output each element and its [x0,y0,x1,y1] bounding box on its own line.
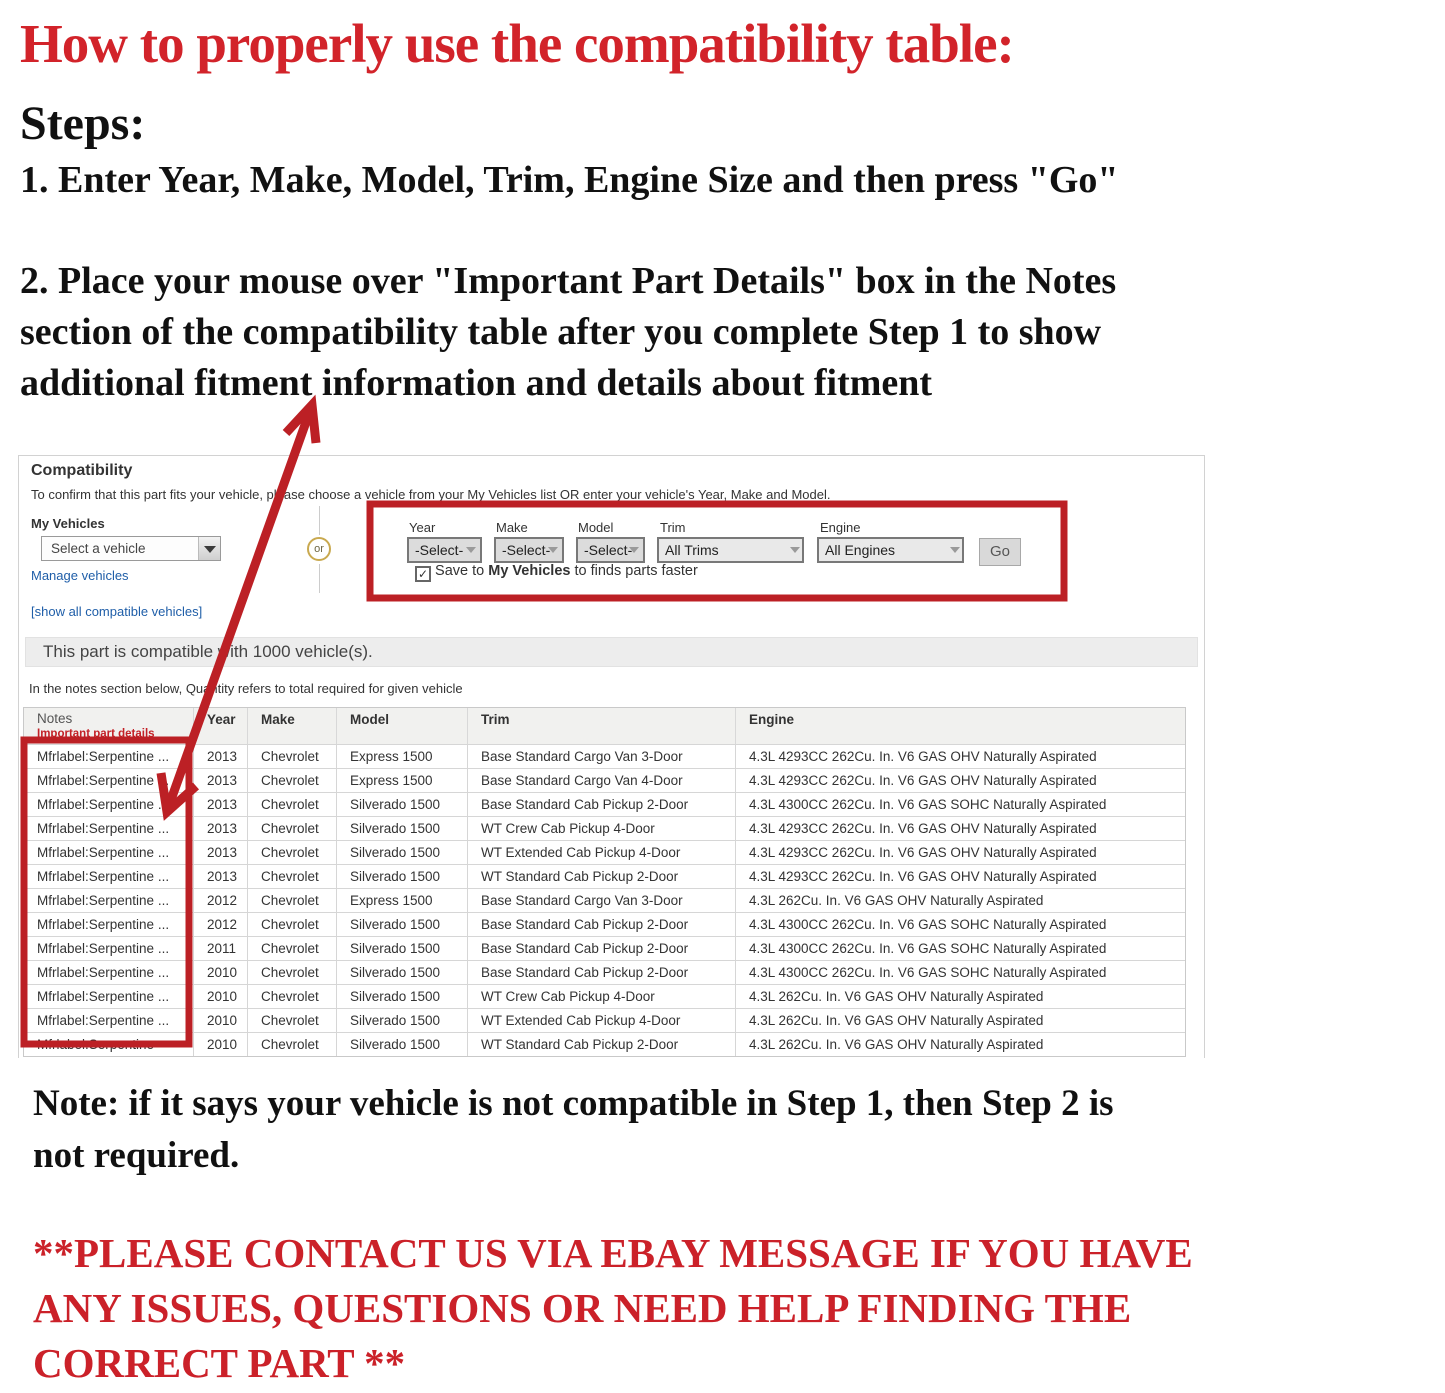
table-row [24,816,1185,840]
note-line1: Note: if it says your vehicle is not compatible in Step 1, then Step 2 is [33,1083,1114,1124]
column-header-year: Year [193,708,247,744]
cell-year: 2013 [193,865,247,888]
year-label: Year [409,520,436,535]
cell-engine: 4.3L 4293CC 262Cu. In. V6 GAS OHV Naturally Aspirated [735,769,1184,792]
make-select-value: -Select- [502,542,551,558]
table-row [24,912,1185,936]
table-row [24,744,1185,768]
cell-year: 2010 [193,1009,247,1032]
cell-make: Chevrolet [247,937,336,960]
cell-engine: 4.3L 4293CC 262Cu. In. V6 GAS OHV Naturally Aspirated [735,745,1184,768]
cell-model: Silverado 1500 [336,937,467,960]
cell-model: Silverado 1500 [336,985,467,1008]
note-text [33,1078,1114,1182]
cell-engine: 4.3L 4300CC 262Cu. In. V6 GAS SOHC Naturally Aspirated [735,793,1184,816]
cell-engine: 4.3L 4293CC 262Cu. In. V6 GAS OHV Naturally Aspirated [735,865,1184,888]
cell-engine: 4.3L 262Cu. In. V6 GAS OHV Naturally Aspirated [735,889,1184,912]
cell-make: Chevrolet [247,961,336,984]
or-badge: or [307,537,331,561]
cell-make: Chevrolet [247,841,336,864]
chevron-down-icon [198,537,220,560]
trim-select[interactable] [657,537,804,563]
cell-trim: WT Standard Cab Pickup 2-Door [467,1033,735,1056]
table-row [24,960,1185,984]
cell-notes[interactable]: Mfrlabel:Serpentine ... [37,917,170,932]
cell-make: Chevrolet [247,817,336,840]
cell-model: Silverado 1500 [336,841,467,864]
or-divider-bottom [319,564,320,593]
trim-select-value: All Trims [665,542,719,558]
cell-year: 2012 [193,889,247,912]
cell-engine: 4.3L 4300CC 262Cu. In. V6 GAS SOHC Naturally Aspirated [735,913,1184,936]
year-select-value: -Select- [415,542,464,558]
table-row [24,840,1185,864]
save-to-my-vehicles-row [415,563,698,581]
save-text-bold: My Vehicles [488,563,571,579]
cell-engine: 4.3L 4300CC 262Cu. In. V6 GAS SOHC Naturally Aspirated [735,937,1184,960]
cell-notes[interactable]: Mfrlabel:Serpentine ... [37,749,170,764]
cell-trim: WT Crew Cab Pickup 4-Door [467,985,735,1008]
manage-vehicles-link[interactable]: Manage vehicles [31,568,129,583]
my-vehicles-select-value: Select a vehicle [51,541,146,556]
cell-make: Chevrolet [247,1009,336,1032]
notes-header-label: Notes [37,711,73,726]
cell-engine: 4.3L 262Cu. In. V6 GAS OHV Naturally Aspirated [735,1033,1184,1056]
contact-line1: **PLEASE CONTACT US VIA EBAY MESSAGE IF YOU HAVE [33,1230,1193,1276]
contact-line3: CORRECT PART ** [33,1340,406,1386]
column-header-notes [24,708,193,744]
cell-notes[interactable]: Mfrlabel:Serpentine ... [37,1013,170,1028]
compatibility-widget [18,455,1205,1058]
go-button[interactable]: Go [979,538,1021,566]
compatibility-table [23,707,1186,1057]
cell-make: Chevrolet [247,1033,336,1056]
table-row [24,864,1185,888]
cell-model: Silverado 1500 [336,1009,467,1032]
cell-model: Silverado 1500 [336,1033,467,1056]
chevron-down-icon [950,547,960,553]
make-label: Make [496,520,528,535]
model-label: Model [578,520,614,535]
cell-trim: WT Crew Cab Pickup 4-Door [467,817,735,840]
cell-make: Chevrolet [247,793,336,816]
year-select[interactable] [407,537,482,563]
column-header-model: Model [336,708,467,744]
cell-trim: Base Standard Cargo Van 4-Door [467,769,735,792]
step2-instruction [20,256,1116,409]
engine-label: Engine [820,520,861,535]
table-row [24,1032,1185,1056]
cell-year: 2013 [193,793,247,816]
cell-year: 2012 [193,913,247,936]
cell-year: 2011 [193,937,247,960]
cell-make: Chevrolet [247,769,336,792]
cell-make: Chevrolet [247,985,336,1008]
important-part-details-label[interactable]: Important part details [37,728,155,740]
cell-make: Chevrolet [247,865,336,888]
my-vehicles-label: My Vehicles [31,516,105,531]
table-body [24,744,1185,1056]
step2-line1: 2. Place your mouse over "Important Part Details" box in the Notes [20,260,1117,302]
cell-notes[interactable]: Mfrlabel:Serpentine [37,1037,155,1052]
cell-notes[interactable]: Mfrlabel:Serpentine ... [37,941,170,956]
engine-select-value: All Engines [825,542,896,558]
engine-select[interactable] [817,537,964,563]
table-row [24,936,1185,960]
cell-notes[interactable]: Mfrlabel:Serpentine ... [37,965,170,980]
or-divider-top [319,506,320,535]
note-line2: not required. [33,1135,240,1176]
contact-line2: ANY ISSUES, QUESTIONS OR NEED HELP FINDING THE [33,1285,1132,1331]
cell-engine: 4.3L 4293CC 262Cu. In. V6 GAS OHV Naturally Aspirated [735,841,1184,864]
compatible-count-banner: This part is compatible with 1000 vehicle(s). [25,637,1198,667]
column-header-trim: Trim [467,708,735,744]
cell-notes[interactable]: Mfrlabel:Serpentine ... [37,869,170,884]
table-row [24,984,1185,1008]
cell-model: Express 1500 [336,745,467,768]
cell-model: Silverado 1500 [336,793,467,816]
cell-model: Silverado 1500 [336,865,467,888]
make-select[interactable] [494,537,564,563]
cell-year: 2010 [193,985,247,1008]
my-vehicles-select[interactable] [41,536,221,561]
step2-line3: additional fitment information and details about fitment [20,362,933,404]
arrow-head-up-icon [286,405,316,443]
table-header-row [24,708,1185,744]
cell-trim: Base Standard Cab Pickup 2-Door [467,961,735,984]
model-select[interactable] [576,537,645,563]
cell-model: Express 1500 [336,889,467,912]
chevron-down-icon [629,547,639,553]
step1-instruction: 1. Enter Year, Make, Model, Trim, Engine Size and then press "Go" [20,159,1119,201]
cell-year: 2013 [193,817,247,840]
cell-make: Chevrolet [247,745,336,768]
cell-make: Chevrolet [247,913,336,936]
cell-year: 2013 [193,841,247,864]
cell-engine: 4.3L 4300CC 262Cu. In. V6 GAS SOHC Naturally Aspirated [735,961,1184,984]
cell-model: Silverado 1500 [336,913,467,936]
step2-line2: section of the compatibility table after you complete Step 1 to show [20,311,1102,353]
cell-engine: 4.3L 262Cu. In. V6 GAS OHV Naturally Aspirated [735,1009,1184,1032]
cell-trim: WT Extended Cab Pickup 4-Door [467,1009,735,1032]
model-select-value: -Select- [584,542,633,558]
cell-model: Silverado 1500 [336,817,467,840]
column-header-engine: Engine [735,708,1184,744]
cell-year: 2010 [193,961,247,984]
cell-year: 2013 [193,769,247,792]
chevron-down-icon [548,547,558,553]
cell-trim: Base Standard Cargo Van 3-Door [467,889,735,912]
page-title: How to properly use the compatibility table: [20,13,1014,74]
compatibility-heading: Compatibility [31,462,133,479]
cell-model: Express 1500 [336,769,467,792]
cell-trim: WT Standard Cab Pickup 2-Door [467,865,735,888]
cell-notes[interactable]: Mfrlabel:Serpentine ... [37,773,170,788]
cell-trim: Base Standard Cab Pickup 2-Door [467,793,735,816]
cell-year: 2010 [193,1033,247,1056]
show-all-compatible-vehicles-link[interactable]: [show all compatible vehicles] [31,604,203,619]
cell-engine: 4.3L 262Cu. In. V6 GAS OHV Naturally Aspirated [735,985,1184,1008]
cell-trim: Base Standard Cab Pickup 2-Door [467,937,735,960]
compatibility-description: To confirm that this part fits your vehicle, please choose a vehicle from your My Vehicles list OR enter your vehicle's Year, Make and Model. [31,487,831,502]
trim-label: Trim [660,520,686,535]
contact-text [33,1226,1193,1391]
cell-notes[interactable]: Mfrlabel:Serpentine ... [37,821,170,836]
table-row [24,888,1185,912]
table-row [24,1008,1185,1032]
cell-trim: Base Standard Cargo Van 3-Door [467,745,735,768]
cell-notes[interactable]: Mfrlabel:Serpentine ... [37,893,170,908]
cell-make: Chevrolet [247,889,336,912]
save-text-prefix: Save to [435,563,489,579]
save-text-suffix: to finds parts faster [570,563,698,579]
column-header-make: Make [247,708,336,744]
chevron-down-icon [466,547,476,553]
steps-heading: Steps: [20,97,146,150]
save-checkbox[interactable]: ✓ [415,566,431,582]
table-row [24,792,1185,816]
cell-trim: Base Standard Cab Pickup 2-Door [467,913,735,936]
cell-model: Silverado 1500 [336,961,467,984]
cell-year: 2013 [193,745,247,768]
cell-notes[interactable]: Mfrlabel:Serpentine ... [37,797,170,812]
table-row [24,768,1185,792]
notes-quantity-hint: In the notes section below, Quantity refers to total required for given vehicle [29,681,463,696]
cell-notes[interactable]: Mfrlabel:Serpentine ... [37,845,170,860]
cell-engine: 4.3L 4293CC 262Cu. In. V6 GAS OHV Naturally Aspirated [735,817,1184,840]
cell-trim: WT Extended Cab Pickup 4-Door [467,841,735,864]
cell-notes[interactable]: Mfrlabel:Serpentine ... [37,989,170,1004]
chevron-down-icon [790,547,800,553]
